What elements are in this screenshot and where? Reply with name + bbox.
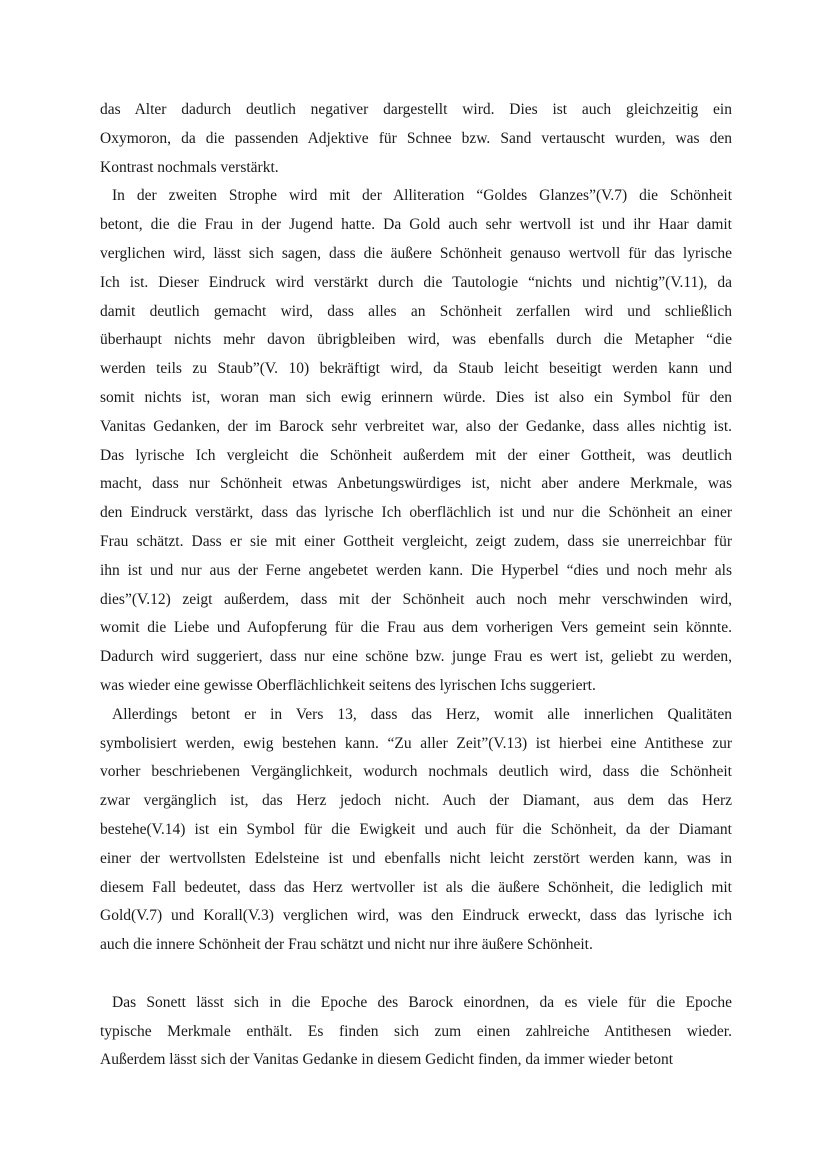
text-line: was wieder eine gewisse Oberflächlichkeit seitens des lyrischen Ichs suggeriert. (100, 676, 596, 694)
text-line: Dadurch wird suggeriert, dass nur eine schöne bzw. junge Frau es wert ist, geliebt zu werden, (100, 648, 732, 666)
paragraph-gap (100, 960, 732, 989)
text-line: Kontrast nochmals verstärkt. (100, 158, 279, 176)
text-line: zwar vergänglich ist, das Herz jedoch nicht. Auch der Diamant, aus dem das Herz (100, 792, 732, 810)
text-line: Gold(V.7) und Korall(V.3) verglichen wird, was den Eindruck erweckt, dass das lyrische ich (100, 907, 732, 925)
text-line: dies”(V.12) zeigt außerdem, dass mit der Schönheit auch noch mehr verschwinden wird, (100, 590, 732, 608)
text-line: bestehe(V.14) ist ein Symbol für die Ewigkeit und auch für die Schönheit, da der Diamant (100, 820, 732, 838)
text-line: Allerdings betont er in Vers 13, dass das Herz, womit alle innerlichen Qualitäten (112, 705, 732, 723)
paragraph (100, 989, 732, 1075)
text-line: verglichen wird, lässt sich sagen, dass die äußere Schönheit genauso wertvoll für das lyrische (100, 244, 732, 262)
text-line: symbolisiert werden, ewig bestehen kann. “Zu aller Zeit”(V.13) ist hierbei eine Antithese zur (100, 734, 732, 752)
paragraph (100, 701, 732, 960)
text-line: womit die Liebe und Aufopferung für die Frau aus dem vorherigen Vers gemeint sein könnte. (100, 619, 732, 637)
text-line: Das Sonett lässt sich in die Epoche des Barock einordnen, da es viele für die Epoche (112, 993, 732, 1011)
text-line: typische Merkmale enthält. Es finden sich zum einen zahlreiche Antithesen wieder. (100, 1022, 732, 1040)
text-line: den Eindruck verstärkt, dass das lyrische Ich oberflächlich ist und nur die Schönheit an einer (100, 504, 732, 522)
text-line: diesem Fall bedeutet, dass das Herz wertvoller ist als die äußere Schönheit, die lediglich mit (100, 878, 732, 896)
text-line: ihn ist und nur aus der Ferne angebetet werden kann. Die Hyperbel “dies und noch mehr als (100, 561, 732, 579)
paragraph (100, 182, 732, 700)
text-line: Außerdem lässt sich der Vanitas Gedanke in diesem Gedicht finden, da immer wieder betont (100, 1051, 674, 1069)
text-line: macht, dass nur Schönheit etwas Anbetungswürdiges ist, nicht aber andere Merkmale, was (100, 475, 732, 493)
text-line: Ich ist. Dieser Eindruck wird verstärkt durch die Tautologie “nichts und nichtig”(V.11), da (100, 273, 732, 291)
text-line: einer der wertvollsten Edelsteine ist und ebenfalls nicht leicht zerstört werden kann, was in (100, 849, 732, 867)
text-line: auch die innere Schönheit der Frau schätzt und nicht nur ihre äußere Schönheit. (100, 936, 593, 954)
text-line: Vanitas Gedanken, der im Barock sehr verbreitet war, also der Gedanke, dass alles nichtig ist. (100, 417, 732, 435)
document-page (100, 96, 732, 1075)
text-line: Frau schätzt. Dass er sie mit einer Gottheit vergleicht, zeigt zudem, dass sie unerreichbar für (100, 532, 732, 550)
text-line: damit deutlich gemacht wird, dass alles an Schönheit zerfallen wird und schließlich (100, 302, 732, 320)
text-line: somit nichts ist, woran man sich ewig erinnern würde. Dies ist also ein Symbol für den (100, 388, 732, 406)
text-line: Oxymoron, da die passenden Adjektive für Schnee bzw. Sand vertauscht wurden, was den (100, 129, 732, 147)
text-line: betont, die die Frau in der Jugend hatte. Da Gold auch sehr wertvoll ist und ihr Haar damit (100, 216, 732, 234)
text-line: In der zweiten Strophe wird mit der Alliteration “Goldes Glanzes”(V.7) die Schönheit (112, 187, 732, 205)
text-line: überhaupt nichts mehr davon übrigbleiben wird, was ebenfalls durch die Metapher “die (100, 331, 732, 349)
paragraph (100, 96, 732, 182)
text-line: vorher beschriebenen Vergänglichkeit, wodurch nochmals deutlich wird, dass die Schönheit (100, 763, 732, 781)
text-line: das Alter dadurch deutlich negativer dargestellt wird. Dies ist auch gleichzeitig ein (100, 101, 732, 118)
text-line: Das lyrische Ich vergleicht die Schönheit außerdem mit der einer Gottheit, was deutlich (100, 446, 732, 464)
text-line: werden teils zu Staub”(V. 10) bekräftigt wird, da Staub leicht beseitigt werden kann und (100, 360, 732, 378)
